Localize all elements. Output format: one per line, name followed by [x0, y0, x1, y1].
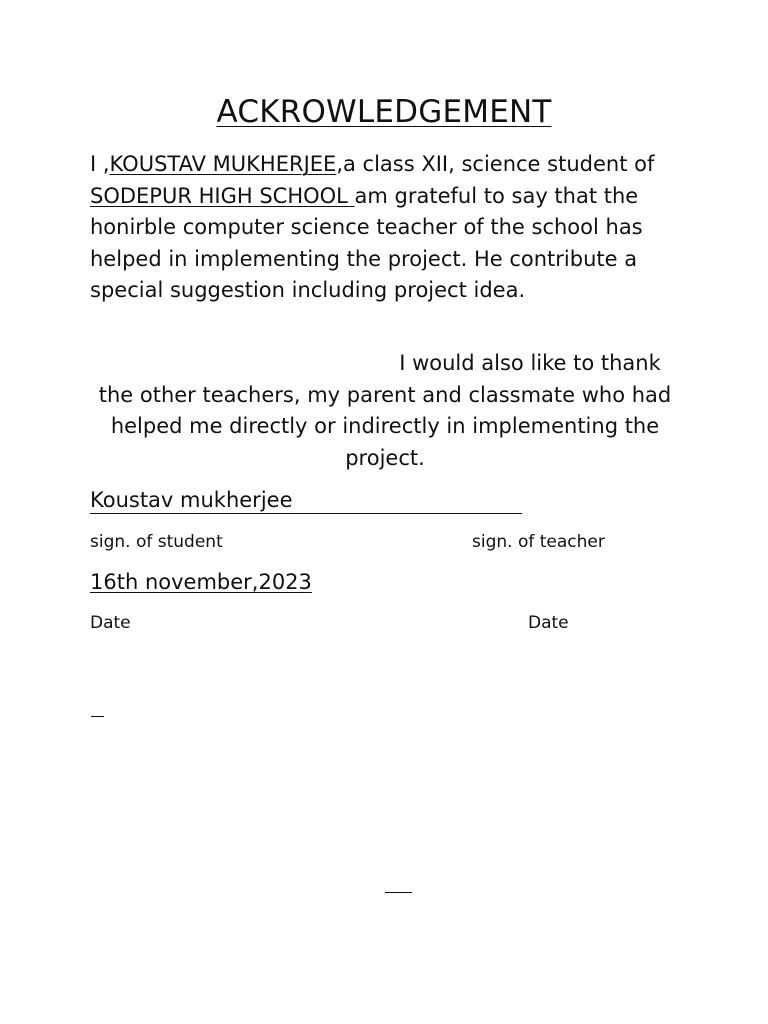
teacher-signature-label: sign. of teacher	[472, 532, 605, 552]
student-name-caps: KOUSTAV MUKHERJEE	[109, 152, 337, 176]
acknowledgement-paragraph-1	[90, 149, 690, 307]
date-label-right: Date	[528, 613, 569, 633]
student-signature-name: Koustav mukherjee	[90, 487, 522, 514]
school-name: SODEPUR HIGH SCHOOL	[90, 183, 355, 208]
student-signature-label: sign. of student	[90, 532, 223, 552]
date-label-left: Date	[90, 613, 131, 633]
para1-after-name: ,a class XII, science student of	[336, 152, 655, 176]
date-value: 16th november,2023	[90, 570, 312, 594]
para1-rest: am grateful to say that the honirble computer science teacher of the school has helped in implementing the project. He contribute a special suggestion including project idea.	[90, 183, 643, 302]
para2-rest: the other teachers, my parent and classmate who had helped me directly or indirectly in implementing the project.	[98, 382, 672, 470]
document-title: ACKROWLEDGEMENT	[216, 94, 552, 130]
para1-prefix: I ,	[90, 152, 110, 176]
short-rule-center	[385, 892, 412, 893]
para2-first-line: I would also like to thank	[399, 351, 661, 375]
short-rule-left	[91, 716, 104, 717]
acknowledgement-paragraph-2	[90, 348, 680, 474]
